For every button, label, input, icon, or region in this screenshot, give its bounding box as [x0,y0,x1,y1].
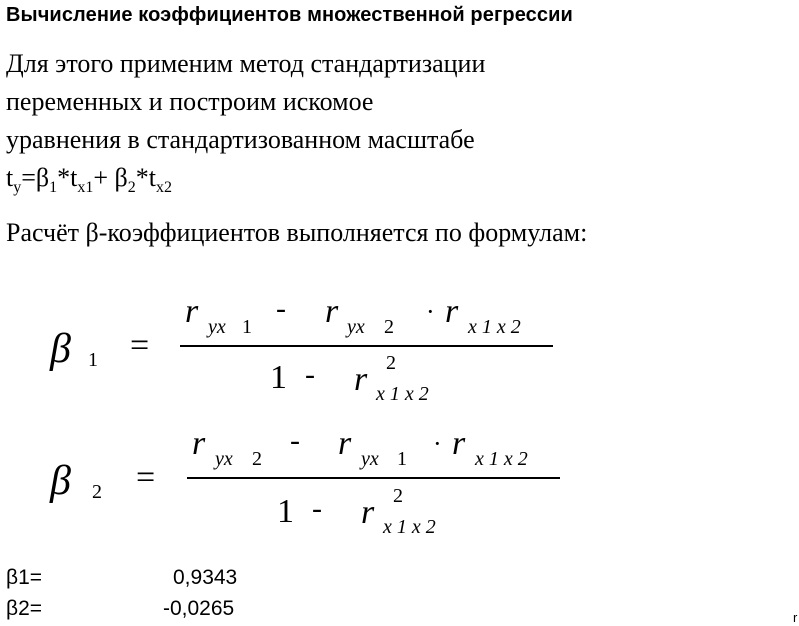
beta1-index: 1 [88,349,98,371]
r-x1x2-num2: r [452,425,466,462]
r-yx1-b-idx: 1 [397,448,407,470]
beta1-formula [49,292,553,405]
intro-line-2: переменных и построим искомое [6,87,374,116]
r-yx2-b-sub: yx [215,448,233,470]
beta2-equals: = [136,459,156,496]
eq-equals-beta: =β [21,163,50,192]
eq-sub-1: 1 [49,179,58,196]
denom1-minus: - [305,358,315,391]
beta1-equals: = [130,327,150,364]
r-yx2-b-idx: 2 [252,448,262,470]
eq-star-t: *t [57,163,78,192]
r-yx2: r [325,293,339,330]
r-yx1-sub: yx [208,316,226,338]
page-title: Вычисление коэффициентов множественной регрессии [6,4,573,26]
beta2-result-label: β2= [6,597,43,620]
denom2-square: 2 [393,485,403,507]
denom1-r: r [354,361,368,398]
beta2-formula [49,424,560,538]
denom2-minus: - [312,492,322,525]
eq-sub-x1: x1 [77,179,94,196]
denom2-sub: x 1 x 2 [383,516,436,538]
eq-t: t [6,163,14,192]
eq-star-t-2: *t [135,163,157,192]
beta2-index: 2 [92,481,102,503]
r-yx1-b-sub: yx [361,448,379,470]
minus-1: - [276,292,286,325]
beta2-symbol: β [50,458,71,504]
denom1-square: 2 [386,352,396,374]
r-x1x2-num1-sub: x 1 x 2 [468,316,521,338]
denom1-one: 1 [270,359,287,396]
r-yx1-b: r [338,425,352,462]
dot-1: · [426,297,435,326]
beta1-symbol: β [50,326,71,372]
r-yx1-idx: 1 [242,316,252,338]
eq-sub-x2: x2 [156,179,173,196]
denom2-r: r [361,494,375,531]
beta2-result-value: -0,0265 [163,597,235,620]
beta1-result-value: 0,9343 [173,566,238,589]
corner-mark: r [793,610,798,625]
denom2-one: 1 [277,493,294,530]
beta1-result-label: β1= [6,566,43,589]
dot-2: · [433,429,442,458]
eq-sub-2: 2 [127,179,136,196]
r-yx2-b: r [192,425,206,462]
intro-line-3: уравнения в стандартизованном масштабе [6,125,475,154]
eq-plus-beta: + β [93,163,128,192]
r-yx1: r [185,293,199,330]
r-x1x2-num1: r [445,293,459,330]
denom1-sub: x 1 x 2 [376,383,429,405]
intro-line-1: Для этого применим метод стандартизации [6,49,486,78]
formula-intro: Расчёт β-коэффициентов выполняется по формулам: [6,218,588,247]
r-yx2-idx: 2 [384,316,394,338]
r-x1x2-num2-sub: x 1 x 2 [475,448,528,470]
r-yx2-sub: yx [347,316,365,338]
eq-sub-y: y [13,179,22,196]
minus-2: - [290,424,300,457]
